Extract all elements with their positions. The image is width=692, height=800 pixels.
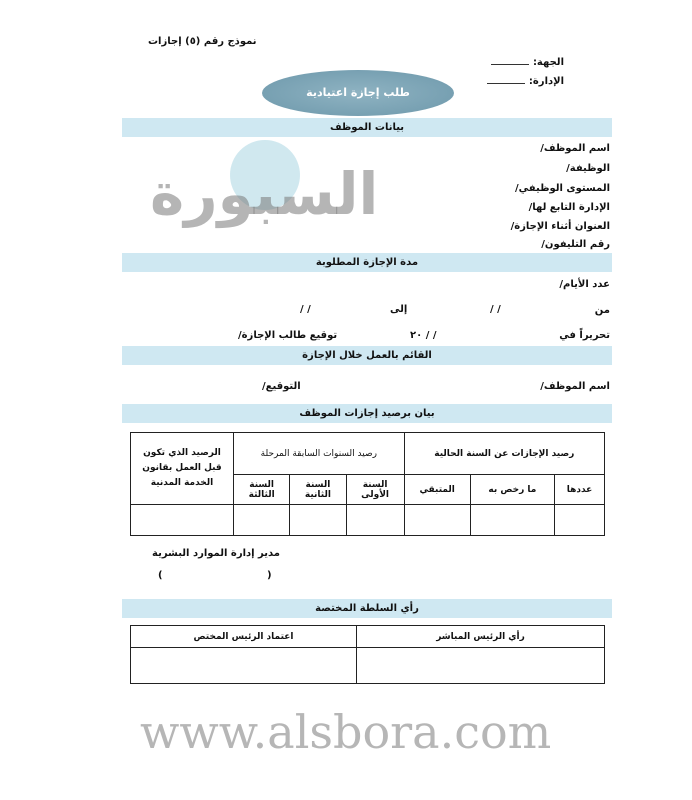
direct-manager-header: رأي الرئيس المباشر	[357, 626, 605, 648]
remaining-cell[interactable]	[404, 505, 470, 536]
balance-data-row	[131, 505, 605, 536]
watermark-url: www.alsbora.com	[140, 705, 552, 759]
requester-signature: توقيع طالب الإجازة/	[238, 330, 338, 341]
approval-cell[interactable]	[131, 648, 357, 684]
entity-label: الجهة:	[532, 57, 564, 68]
from-date: / /	[490, 304, 501, 315]
hr-manager-label: مدير إدارة الموارد البشرية	[152, 548, 280, 559]
hr-manager-signature: ( )	[158, 570, 272, 581]
approval-header: اعتماد الرئيس المختص	[131, 626, 357, 648]
substitute-name-field: اسم الموظف/	[540, 381, 610, 392]
granted-cell[interactable]	[470, 505, 554, 536]
written-date: / / ٢٠	[410, 330, 437, 341]
form-number: نموذج رقم (٥) إجازات	[148, 36, 257, 47]
first-year-header: السنة الأولى	[346, 475, 404, 505]
count-cell[interactable]	[555, 505, 605, 536]
before-law-header: الرصيد الذي تكون قبل العمل بقانون الخدمة المدنية	[131, 433, 234, 505]
section-authority: رأي السلطة المختصة	[122, 599, 612, 618]
current-remaining-header: المتبقي	[404, 475, 470, 505]
watermark-logo-text: السبورة	[150, 160, 379, 228]
form-title: طلب إجازة اعتيادية	[262, 70, 454, 116]
department-affiliation-field: الإدارة التابع لها/	[528, 202, 610, 213]
leave-address-field: العنوان أثناء الإجازة/	[510, 221, 610, 232]
to-label: إلى	[390, 304, 408, 315]
current-count-header: عددها	[555, 475, 605, 505]
first-year-cell[interactable]	[346, 505, 404, 536]
authority-table	[130, 625, 605, 684]
employee-name-field: اسم الموظف/	[540, 143, 610, 154]
entity-field	[487, 57, 564, 68]
second-year-cell[interactable]	[290, 505, 346, 536]
third-year-header: السنة الثالثة	[234, 475, 290, 505]
job-level-field: المستوى الوظيفي/	[515, 183, 610, 194]
section-substitute: القائم بالعمل خلال الإجازة	[122, 346, 612, 365]
balance-table	[130, 432, 605, 536]
section-employee-data: بيانات الموظف	[122, 118, 612, 137]
current-year-header: رصيد الإجازات عن السنة الحالية	[404, 433, 604, 475]
phone-field: رقم التليفون/	[541, 239, 610, 250]
substitute-signature: التوقيع/	[262, 381, 301, 392]
to-date: / /	[300, 304, 311, 315]
third-year-cell[interactable]	[234, 505, 290, 536]
section-duration: مدة الإجازة المطلوبة	[122, 253, 612, 272]
days-count-field: عدد الأيام/	[559, 279, 610, 290]
job-field: الوظيفة/	[566, 163, 610, 174]
current-granted-header: ما رخص به	[470, 475, 554, 505]
second-year-header: السنة الثانية	[290, 475, 346, 505]
department-label: الإدارة:	[528, 76, 564, 87]
section-balance: بيان برصيد إجازات الموظف	[122, 404, 612, 423]
previous-years-header: رصيد السنوات السابقة المرحلة	[234, 433, 405, 475]
from-label: من	[594, 305, 610, 316]
direct-manager-cell[interactable]	[357, 648, 605, 684]
written-label: تحريراً في	[559, 330, 610, 341]
department-field	[483, 76, 564, 87]
watermark-logo-icon	[230, 140, 300, 210]
before-law-cell[interactable]	[131, 505, 234, 536]
